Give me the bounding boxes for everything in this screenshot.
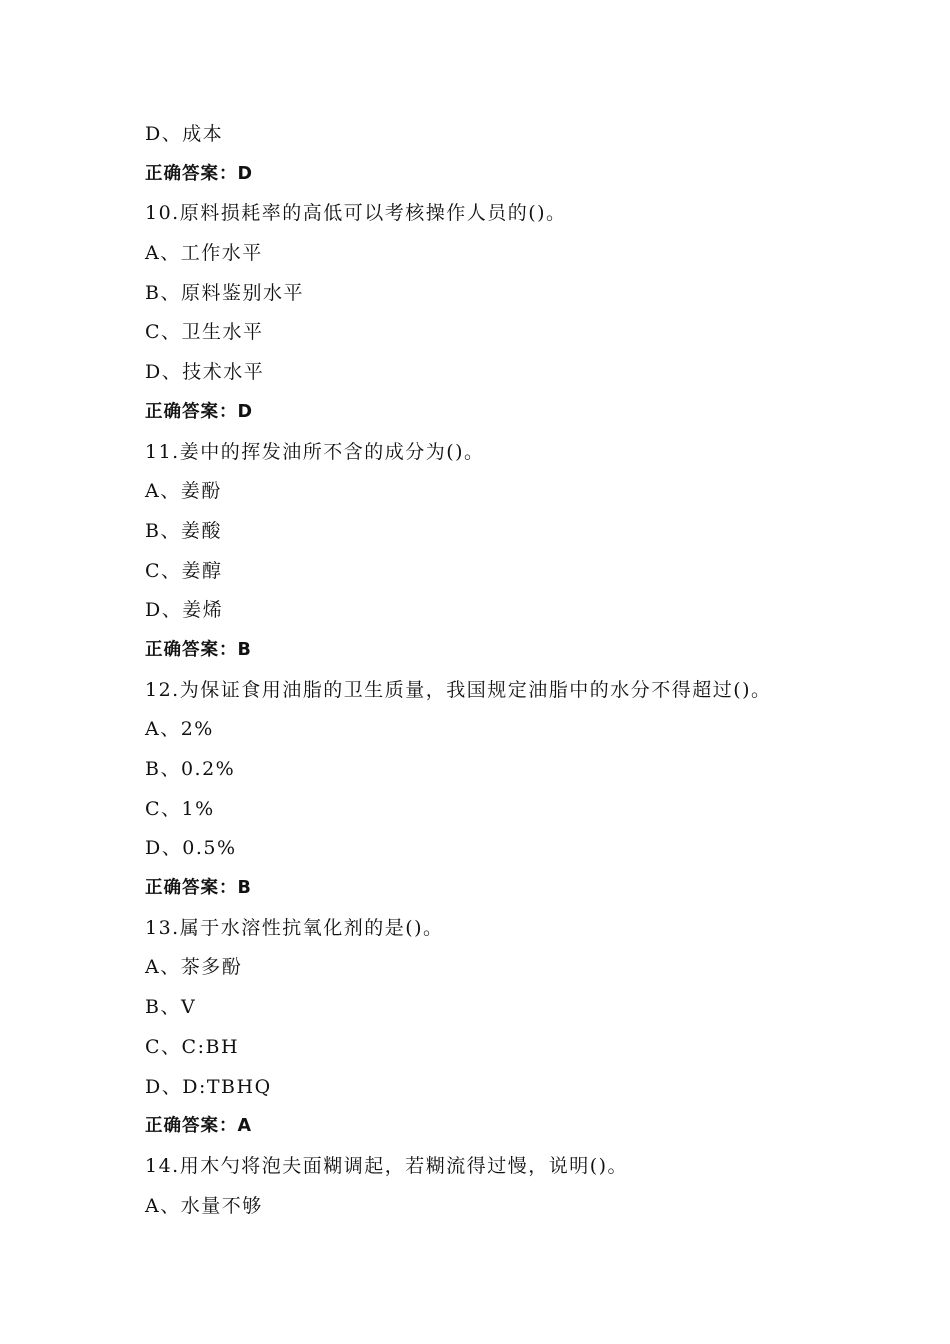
option-text: A、2% bbox=[145, 718, 214, 741]
option-text: D、D:TBHQ bbox=[145, 1075, 272, 1098]
option-text: A、工作水平 bbox=[145, 242, 263, 265]
option-text: C、卫生水平 bbox=[145, 321, 264, 344]
option-text: C、C:BH bbox=[145, 1035, 240, 1058]
option-text: D、0.5% bbox=[145, 837, 237, 860]
option-text: C、1% bbox=[145, 797, 215, 820]
question-text: 10.原料损耗率的高低可以考核操作人员的()。 bbox=[145, 202, 567, 225]
option-text: D、技术水平 bbox=[145, 361, 265, 384]
question-text: 13.属于水溶性抗氧化剂的是()。 bbox=[145, 916, 444, 939]
option-text: C、姜醇 bbox=[145, 559, 223, 582]
correct-answer: 正确答案：B bbox=[145, 639, 252, 660]
option-text: D、姜烯 bbox=[145, 599, 224, 622]
correct-answer: 正确答案：B bbox=[145, 878, 252, 899]
option-text: B、原料鉴别水平 bbox=[145, 281, 304, 304]
question-text: 11.姜中的挥发油所不含的成分为()。 bbox=[145, 440, 485, 463]
document-page bbox=[145, 115, 865, 1226]
option-text: B、姜酸 bbox=[145, 519, 222, 542]
correct-answer: 正确答案：D bbox=[145, 401, 254, 422]
correct-answer: 正确答案：A bbox=[145, 1116, 253, 1137]
option-text: A、水量不够 bbox=[145, 1194, 263, 1217]
question-text: 12.为保证食用油脂的卫生质量，我国规定油脂中的水分不得超过()。 bbox=[145, 678, 772, 701]
question-text: 14.用木勺将泡夫面糊调起，若糊流得过慢，说明()。 bbox=[145, 1154, 629, 1177]
option-text: A、姜酚 bbox=[145, 480, 222, 503]
option-text: B、V bbox=[145, 996, 197, 1019]
option-text: D、成本 bbox=[145, 123, 224, 145]
option-text: B、0.2% bbox=[145, 758, 236, 780]
option-text: A、茶多酚 bbox=[145, 956, 243, 979]
correct-answer: 正确答案：D bbox=[145, 163, 254, 184]
